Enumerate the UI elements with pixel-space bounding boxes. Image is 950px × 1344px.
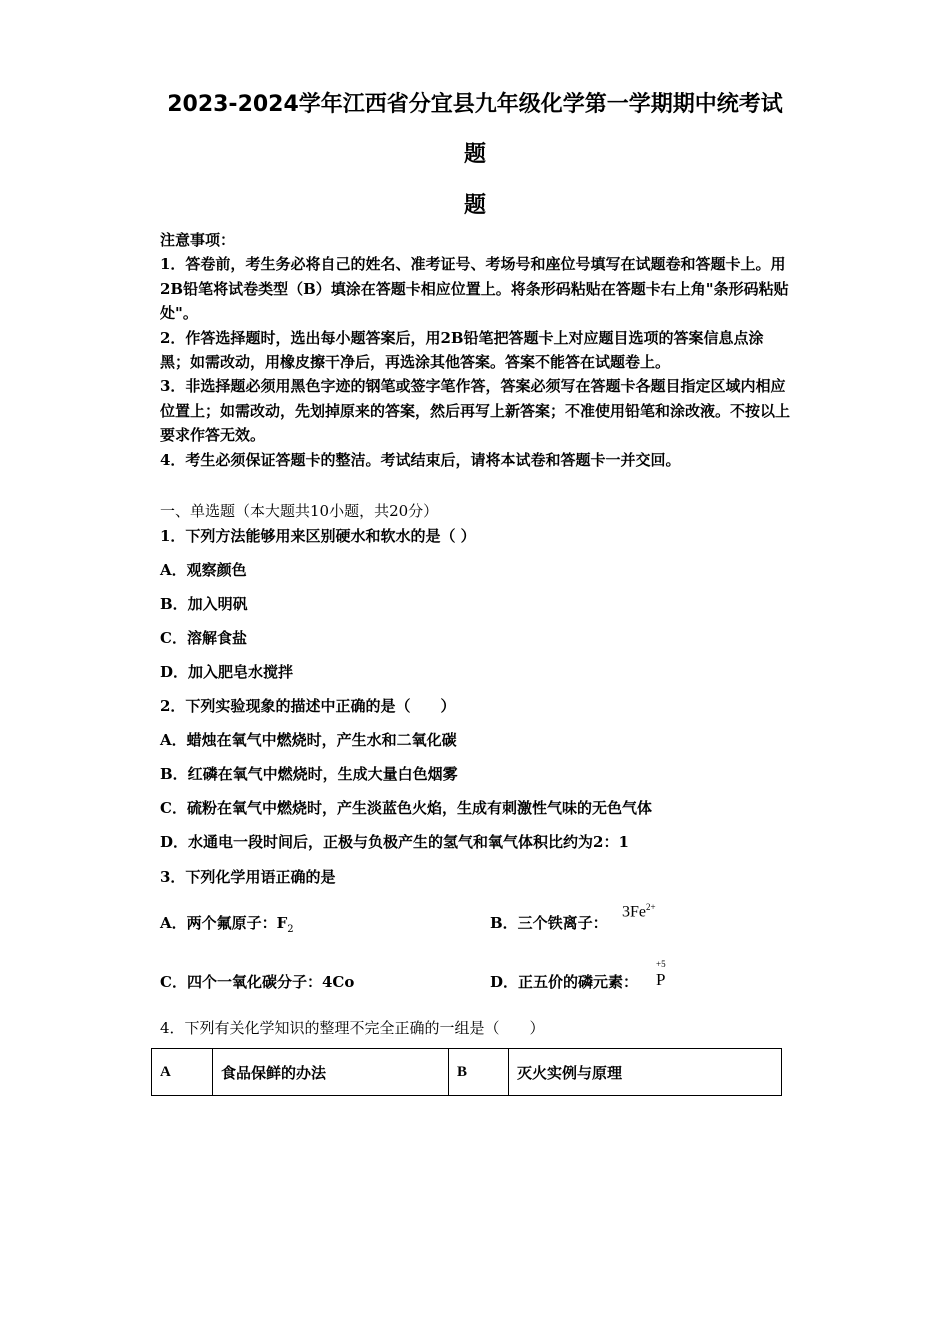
question-4-table (151, 1048, 782, 1096)
question-2-option-a: A．蜡烛在氧气中燃烧时，产生水和二氧化碳 (160, 731, 457, 749)
page-title-continued: 题 (463, 142, 486, 167)
phosphorus-symbol: P (656, 970, 666, 989)
table-cell: 灭火实例与原理 (509, 1049, 782, 1096)
table-cell: B (449, 1049, 509, 1096)
question-3-option-c: C．四个一氧化碳分子：4Co (160, 973, 355, 991)
question-1-option-a: A．观察颜色 (160, 561, 247, 579)
question-2-option-c: C．硫粉在氧气中燃烧时，产生淡蓝色火焰，生成有刺激性气味的无色气体 (160, 799, 652, 817)
question-3-option-d: D．正五价的磷元素： (490, 973, 639, 991)
question-3-option-a (160, 912, 294, 935)
notice-heading: 注意事项： (160, 231, 236, 249)
question-3-option-b: B．三个铁离子： (490, 914, 608, 932)
table-row (152, 1049, 782, 1096)
iron-ion-formula (622, 902, 656, 921)
question-1-option-b: B．加入明矾 (160, 595, 248, 613)
iron-ion-charge: 2+ (646, 902, 656, 912)
question-1-option-d: D．加入肥皂水搅拌 (160, 663, 294, 681)
question-1-option-c: C．溶解食盐 (160, 629, 247, 647)
question-1-stem: 1．下列方法能够用来区别硬水和软水的是（ ） (160, 527, 476, 545)
question-2-stem: 2．下列实验现象的描述中正确的是（ ） (160, 697, 456, 715)
notice-item: 2．作答选择题时，选出每小题答案后，用2B铅笔把答题卡上对应题目选项的答案信息点涂黑；如需改动，用橡皮擦干净后，再选涂其他答案。答案不能答在试题卷上。 (160, 328, 764, 372)
question-2-option-d: D．水通电一段时间后，正极与负极产生的氢气和氧气体积比约为2：1 (160, 833, 629, 851)
page-title-duplicate: 题 (463, 193, 486, 218)
section-heading: 一、单选题（本大题共10小题，共20分） (160, 502, 439, 520)
question-2-option-b: B．红磷在氧气中燃烧时，生成大量白色烟雾 (160, 765, 458, 783)
fluorine-formula: F (276, 914, 288, 932)
page-title: 2023-2024学年江西省分宜县九年级化学第一学期期中统考试 (167, 92, 783, 117)
question-3-stem: 3．下列化学用语正确的是 (160, 868, 336, 886)
question-4-stem: 4．下列有关化学知识的整理不完全正确的一组是（ ） (160, 1019, 545, 1037)
table-cell: A (152, 1049, 213, 1096)
notice-item: 1．答卷前，考生务必将自己的姓名、准考证号、考场号和座位号填写在试题卷和答题卡上。用2B铅笔将试卷类型（B）填涂在答题卡相应位置上。将条形码粘贴在答题卡右上角"条形码粘贴处"。 (160, 255, 789, 323)
notice-section (160, 228, 792, 472)
fluorine-subscript: 2 (287, 924, 294, 935)
notice-item: 3．非选择题必须用黑色字迹的钢笔或签字笔作答，答案必须写在答题卡各题目指定区域内相应位置上；如需改动，先划掉原来的答案，然后再写上新答案；不准使用铅笔和涂改液。不按以上要求作答无效。 (160, 377, 791, 445)
option-a-label: A．两个氟原子： (160, 914, 277, 932)
phosphorus-valence: +5 (656, 959, 666, 969)
iron-ion-symbol: 3Fe (622, 903, 646, 921)
table-cell: 食品保鲜的办法 (213, 1049, 449, 1096)
notice-item: 4．考生必须保证答题卡的整洁。考试结束后，请将本试卷和答题卡一并交回。 (160, 450, 681, 469)
